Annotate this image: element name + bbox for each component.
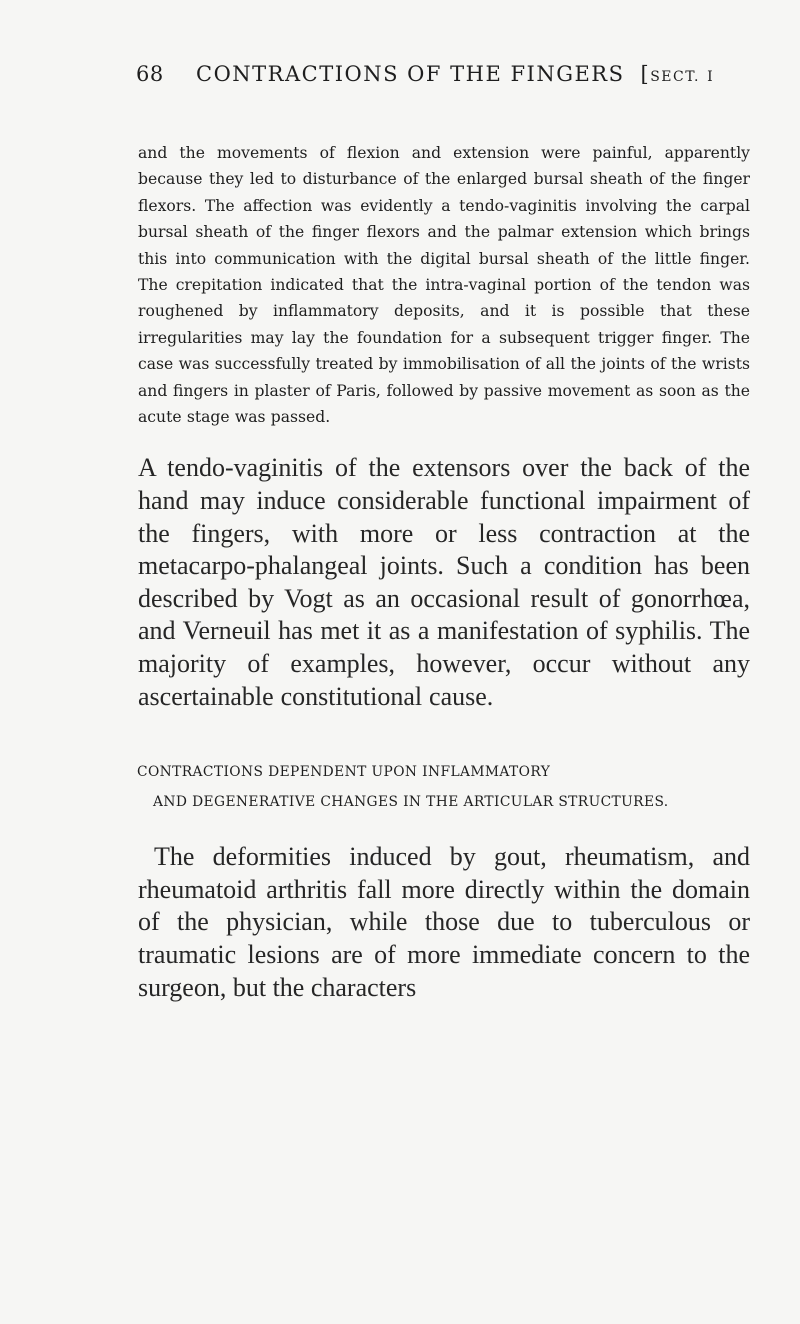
section-number: I bbox=[707, 69, 714, 85]
section-heading-line-1: CONTRACTIONS DEPENDENT UPON INFLAMMATORY bbox=[137, 764, 551, 781]
running-head bbox=[138, 62, 750, 102]
page-number: 68 bbox=[136, 62, 164, 86]
section-label: SECT. bbox=[650, 69, 700, 85]
section-bracket: [ bbox=[640, 62, 650, 86]
continuation-paragraph: and the movements of flexion and extension were painful, apparently because they led to disturbance of the enlarged bursal sheath of the finger flexors. The affection was evidently a tendo-vaginitis involving the carpal bursal sheath of the finger flexors and the palmar extension which brings this into communication with the digital bursal sheath of the little finger. The crepitation indicated that the intra-vaginal portion of the tendon was roughened by inflammatory deposits, and it is possible that these irregularities may lay the foundation for a subsequent trigger finger. The case was successfully treated by immobilisation of all the joints of the wrists and fingers in plaster of Paris, followed by passive movement as soon as the acute stage was passed. bbox=[138, 144, 750, 427]
extensors-paragraph: A tendo-vaginitis of the extensors over the back of the hand may induce considerable functional impairment of the fingers, with more or less contraction at the metacarpo-phalangeal joints. Such a condition has been described by Vogt as an occasional result of gonorrhœa, and Verneuil has met it as a manifestation of syphilis. The majority of examples, however, occur without any ascertainable constitutional cause. bbox=[138, 453, 750, 711]
section-heading bbox=[137, 757, 750, 817]
deformities-paragraph: The deformities induced by gout, rheumatism, and rheumatoid arthritis fall more directly within the domain of the physician, while those due to tuberculous or traumatic lesions are of more immediate concern to the surgeon, but the characters bbox=[138, 842, 750, 1002]
book-page bbox=[138, 62, 750, 1030]
running-head-section bbox=[641, 62, 714, 86]
running-head-title: CONTRACTIONS OF THE FINGERS bbox=[196, 62, 625, 86]
section-heading-line-2: AND DEGENERATIVE CHANGES IN THE ARTICULAR STRUCTURES. bbox=[153, 794, 669, 811]
